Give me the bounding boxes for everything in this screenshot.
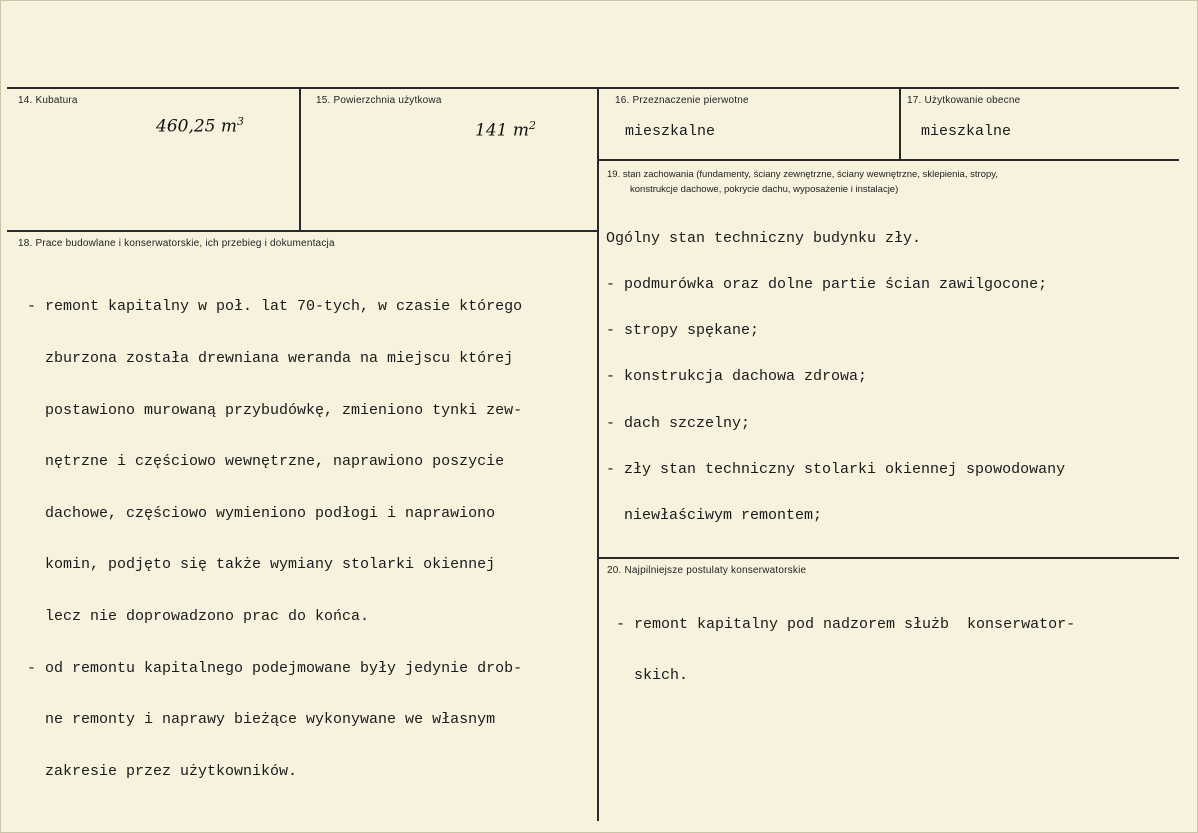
field-18-line: ne remonty i naprawy bieżące wykonywane we własnym: [27, 711, 496, 729]
rule-above-20: [599, 557, 1179, 559]
field-19-label-line1: 19. stan zachowania (fundamenty, ściany zewnętrzne, ściany wewnętrzne, sklepienia, stropy,: [607, 169, 998, 180]
rule-below-16-17: [599, 159, 1179, 161]
field-15-label: 15. Powierzchnia użytkowa: [316, 95, 442, 106]
divider-14-15: [299, 89, 301, 230]
field-18-line: zakresie przez użytkowników.: [27, 762, 298, 780]
field-18-text: [27, 264, 522, 815]
field-18-line: - od remontu kapitalnego podejmowane były jedynie drob-: [27, 659, 523, 677]
field-18-line: postawiono murowaną przybudówkę, zmieniono tynki zew-: [27, 401, 523, 419]
field-18-line: komin, podjęto się także wymiany stolarki okiennej: [27, 556, 496, 574]
field-19-line: - zły stan techniczny stolarki okiennej spowodowany: [606, 460, 1066, 478]
field-20-line: - remont kapitalny pod nadzorem służb konserwator-: [616, 616, 1076, 633]
divider-16-17: [899, 89, 901, 159]
rule-below-14-15: [7, 230, 597, 232]
field-20-label: 20. Najpilniejsze postulaty konserwatorskie: [607, 565, 807, 576]
field-20-text: [616, 582, 1075, 718]
field-19-line: - konstrukcja dachowa zdrowa;: [606, 368, 868, 386]
field-19-label: [607, 167, 1177, 197]
kubatura-exponent: 3: [237, 115, 245, 128]
field-18-line: zburzona została drewniana weranda na miejscu której: [27, 350, 514, 368]
field-15-value: [475, 119, 536, 141]
divider-15-16: [597, 89, 599, 821]
field-18-line: - remont kapitalny w poł. lat 70-tych, w czasie którego: [27, 298, 523, 316]
field-18-line: nętrzne i częściowo wewnętrzne, naprawiono poszycie: [27, 453, 505, 471]
field-19-line: niewłaściwym remontem;: [606, 507, 823, 525]
field-14-value: [156, 115, 244, 137]
field-16-label: 16. Przeznaczenie pierwotne: [615, 95, 749, 106]
field-17-value: mieszkalne: [921, 123, 1012, 140]
field-19-label-line2: konstrukcje dachowe, pokrycie dachu, wyposażenie i instalacje): [630, 184, 899, 195]
powierzchnia-number: 141 m: [475, 120, 529, 141]
field-19-line: Ogólny stan techniczny budynku zły.: [606, 229, 922, 247]
field-20-line: skich.: [616, 667, 689, 684]
field-19-line: - dach szczelny;: [606, 414, 751, 432]
field-16-value: mieszkalne: [625, 123, 716, 140]
top-rule: [7, 87, 1179, 89]
field-18-label: 18. Prace budowlane i konserwatorskie, ich przebieg i dokumentacja: [18, 238, 335, 249]
field-19-line: - stropy spękane;: [606, 322, 760, 340]
kubatura-number: 460,25 m: [156, 116, 238, 137]
field-18-line: dachowe, częściowo wymieniono podłogi i naprawiono: [27, 504, 496, 522]
field-19-text: [606, 200, 1065, 554]
field-19-line: - podmurówka oraz dolne partie ścian zawilgocone;: [606, 276, 1048, 294]
field-18-line: lecz nie doprowadzono prac do końca.: [27, 608, 370, 626]
powierzchnia-exponent: 2: [528, 119, 536, 132]
field-17-label: 17. Użytkowanie obecne: [907, 95, 1021, 106]
field-14-label: 14. Kubatura: [18, 95, 78, 106]
